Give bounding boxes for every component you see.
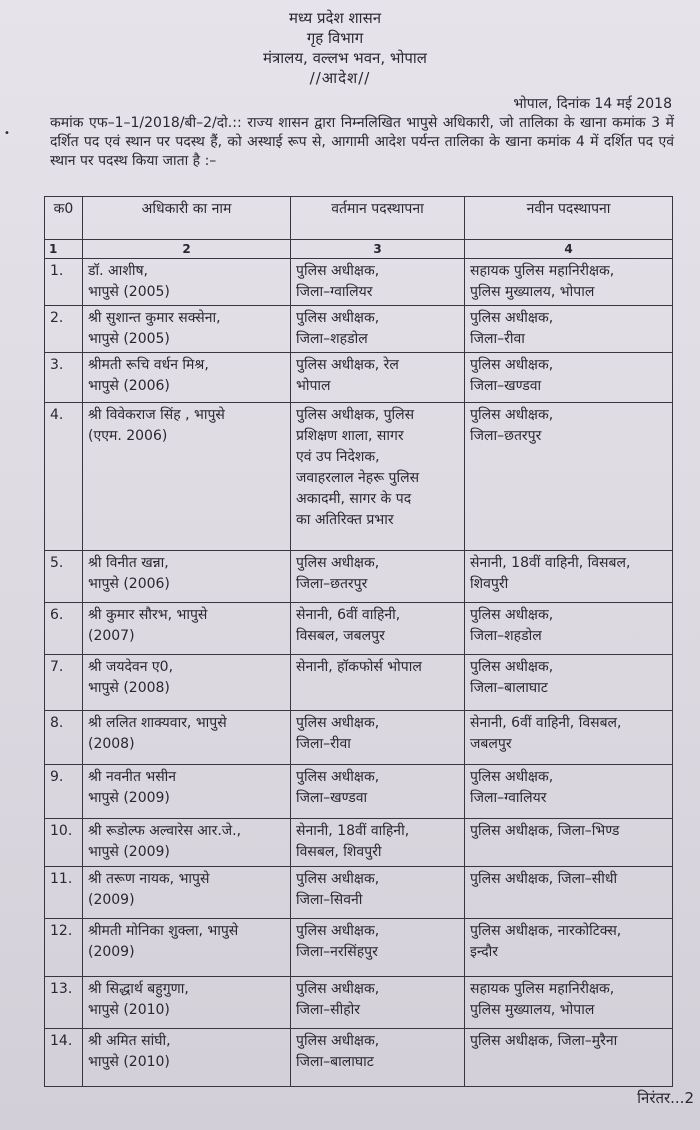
- column-number: 2: [83, 240, 291, 259]
- column-number: 4: [465, 240, 673, 259]
- serial-number: 4.: [45, 403, 83, 551]
- header-new-posting: नवीन पदस्थापना: [465, 197, 673, 240]
- letterhead: [0, 8, 700, 88]
- officer-name: श्री सुशान्त कुमार सक्सेना, भापुसे (2005): [83, 306, 291, 353]
- serial-number: 11.: [45, 867, 83, 919]
- officer-name: श्री अमित सांघी, भापुसे (2010): [83, 1029, 291, 1087]
- continued-note: निरंतर...2: [637, 1089, 694, 1107]
- table-row: [45, 655, 673, 711]
- officer-name: श्री ललित शाक्यवार, भापुसे (2008): [83, 711, 291, 765]
- table-row: [45, 765, 673, 819]
- column-number: 3: [291, 240, 465, 259]
- margin-mark: •: [4, 128, 10, 139]
- current-posting: पुलिस अधीक्षक, जिला–छतरपुर: [291, 551, 465, 603]
- officer-name: श्री तरूण नायक, भापुसे (2009): [83, 867, 291, 919]
- officer-name: श्री कुमार सौरभ, भापुसे (2007): [83, 603, 291, 655]
- table-row: [45, 1029, 673, 1087]
- current-posting: सेनानी, 6वीं वाहिनी, विसबल, जबलपुर: [291, 603, 465, 655]
- header-current-posting: वर्तमान पदस्थापना: [291, 197, 465, 240]
- serial-number: 1.: [45, 259, 83, 306]
- current-posting: पुलिस अधीक्षक, जिला–रीवा: [291, 711, 465, 765]
- order-heading: //आदेश//: [309, 69, 371, 87]
- new-posting: पुलिस अधीक्षक, जिला–रीवा: [465, 306, 673, 353]
- serial-number: 9.: [45, 765, 83, 819]
- column-number-row: [45, 240, 673, 259]
- table-row: [45, 551, 673, 603]
- serial-number: 7.: [45, 655, 83, 711]
- officer-name: श्री सिद्धार्थ बहुगुणा, भापुसे (2010): [83, 977, 291, 1029]
- new-posting: पुलिस अधीक्षक, जिला–शहडोल: [465, 603, 673, 655]
- officer-name: श्री रूडोल्फ अल्वारेस आर.जे., भापुसे (2009): [83, 819, 291, 867]
- government-name: मध्य प्रदेश शासन: [288, 9, 382, 27]
- table-row: [45, 403, 673, 551]
- officer-name: श्री विवेकराज सिंह , भापुसे (एएम. 2006): [83, 403, 291, 551]
- officer-name: श्रीमती रूचि वर्धन मिश्र, भापुसे (2006): [83, 353, 291, 403]
- current-posting: पुलिस अधीक्षक, पुलिस प्रशिक्षण शाला, सागर एवं उप निदेशक, जवाहरलाल नेहरू पुलिस अकादमी, सागर के पद का अतिरिक्त प्रभार: [291, 403, 465, 551]
- current-posting: पुलिस अधीक्षक, जिला–ग्वालियर: [291, 259, 465, 306]
- current-posting: पुलिस अधीक्षक, रेल भोपाल: [291, 353, 465, 403]
- table-body: [45, 259, 673, 1087]
- serial-number: 13.: [45, 977, 83, 1029]
- table-row: [45, 977, 673, 1029]
- column-number: 1: [45, 240, 83, 259]
- table-row: [45, 259, 673, 306]
- current-posting: सेनानी, हॉकफोर्स भोपाल: [291, 655, 465, 711]
- serial-number: 6.: [45, 603, 83, 655]
- posting-table: [44, 196, 673, 1087]
- current-posting: पुलिस अधीक्षक, जिला–सीहोर: [291, 977, 465, 1029]
- new-posting: पुलिस अधीक्षक, नारकोटिक्स, इन्दौर: [465, 919, 673, 977]
- new-posting: पुलिस अधीक्षक, जिला–छतरपुर: [465, 403, 673, 551]
- table-header-row: [45, 197, 673, 240]
- current-posting: पुलिस अधीक्षक, जिला–बालाघाट: [291, 1029, 465, 1087]
- current-posting: पुलिस अधीक्षक, जिला–खण्डवा: [291, 765, 465, 819]
- serial-number: 3.: [45, 353, 83, 403]
- serial-number: 8.: [45, 711, 83, 765]
- serial-number: 5.: [45, 551, 83, 603]
- table-row: [45, 603, 673, 655]
- serial-number: 12.: [45, 919, 83, 977]
- serial-number: 14.: [45, 1029, 83, 1087]
- new-posting: पुलिस अधीक्षक, जिला–सीधी: [465, 867, 673, 919]
- order-text: [50, 114, 674, 171]
- new-posting: सहायक पुलिस महानिरीक्षक, पुलिस मुख्यालय, भोपाल: [465, 977, 673, 1029]
- order-paragraph: कमांक एफ–1–1/2018/बी–2/दो.:: राज्य शासन द्वारा निम्नलिखित भापुसे अधिकारी, जो तालिका के खाना कमांक 3 में दर्शित पद एवं स्थान पर पदस्थ हैं, को अस्थाई रूप से, आगामी आदेश पर्यन्त तालिका के खाना कमांक 4 में दर्शित पद एवं स्थान पर पदस्थ किया जाता है :–: [50, 115, 674, 169]
- officer-name: श्री जयदेवन ए0, भापुसे (2008): [83, 655, 291, 711]
- new-posting: सेनानी, 18वीं वाहिनी, विसबल, शिवपुरी: [465, 551, 673, 603]
- new-posting: पुलिस अधीक्षक, जिला–मुरैना: [465, 1029, 673, 1087]
- table-row: [45, 919, 673, 977]
- current-posting: सेनानी, 18वीं वाहिनी, विसबल, शिवपुरी: [291, 819, 465, 867]
- new-posting: सहायक पुलिस महानिरीक्षक, पुलिस मुख्यालय, भोपाल: [465, 259, 673, 306]
- table-row: [45, 819, 673, 867]
- table-row: [45, 867, 673, 919]
- office-address: मंत्रालय, वल्लभ भवन, भोपाल: [263, 49, 427, 67]
- officer-name: डॉ. आशीष, भापुसे (2005): [83, 259, 291, 306]
- department-name: गृह विभाग: [306, 29, 364, 47]
- new-posting: पुलिस अधीक्षक, जिला–बालाघाट: [465, 655, 673, 711]
- table-row: [45, 306, 673, 353]
- current-posting: पुलिस अधीक्षक, जिला–शहडोल: [291, 306, 465, 353]
- table-row: [45, 711, 673, 765]
- new-posting: सेनानी, 6वीं वाहिनी, विसबल, जबलपुर: [465, 711, 673, 765]
- place-date: भोपाल, दिनांक 14 मई 2018: [513, 96, 672, 112]
- current-posting: पुलिस अधीक्षक, जिला–नरसिंहपुर: [291, 919, 465, 977]
- current-posting: पुलिस अधीक्षक, जिला–सिवनी: [291, 867, 465, 919]
- new-posting: पुलिस अधीक्षक, जिला–ग्वालियर: [465, 765, 673, 819]
- new-posting: पुलिस अधीक्षक, जिला–भिण्ड: [465, 819, 673, 867]
- officer-name: श्रीमती मोनिका शुक्ला, भापुसे (2009): [83, 919, 291, 977]
- serial-number: 2.: [45, 306, 83, 353]
- new-posting: पुलिस अधीक्षक, जिला–खण्डवा: [465, 353, 673, 403]
- serial-number: 10.: [45, 819, 83, 867]
- header-sno: क0: [45, 197, 83, 240]
- header-officer-name: अधिकारी का नाम: [83, 197, 291, 240]
- officer-name: श्री विनीत खन्ना, भापुसे (2006): [83, 551, 291, 603]
- officer-name: श्री नवनीत भसीन भापुसे (2009): [83, 765, 291, 819]
- table-row: [45, 353, 673, 403]
